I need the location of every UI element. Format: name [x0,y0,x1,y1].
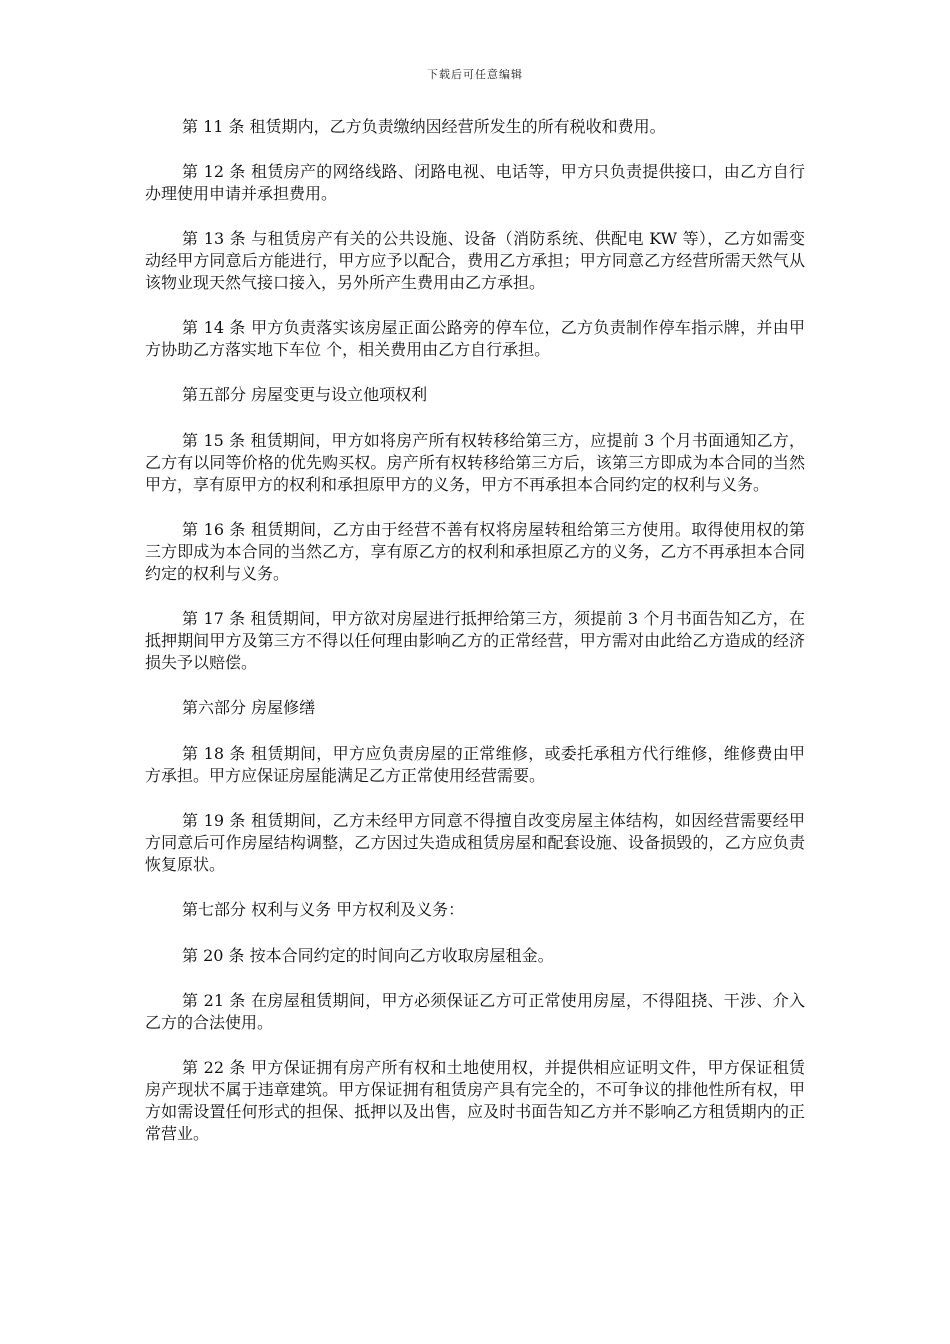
clause-14: 第 14 条 甲方负责落实该房屋正面公路旁的停车位，乙方负责制作停车指示牌，并由甲方协助乙方落实地下车位 个，相关费用由乙方自行承担。 [145,318,805,359]
clause-19: 第 19 条 租赁期间，乙方未经甲方同意不得擅自改变房屋主体结构，如因经营需要经甲方同意后可作房屋结构调整，乙方因过失造成租赁房屋和配套设施、设备损毁的，乙方应负责恢复原状。 [145,811,805,874]
clause-13: 第 13 条 与租赁房产有关的公共设施、设备（消防系统、供配电 KW 等），乙方如需变动经甲方同意后方能进行，甲方应予以配合，费用乙方承担；甲方同意乙方经营所需天然气从该物业现天然气接口接入，另外所产生费用由乙方承担。 [145,229,805,292]
clause-16: 第 16 条 租赁期间，乙方由于经营不善有权将房屋转租给第三方使用。取得使用权的第三方即成为本合同的当然乙方，享有原乙方的权利和承担原乙方的义务，乙方不再承担本合同约定的权利与义务。 [145,520,805,583]
section-heading-5: 第五部分 房屋变更与设立他项权利 [182,385,428,404]
clause-18: 第 18 条 租赁期间，甲方应负责房屋的正常维修，或委托承租方代行维修，维修费由甲方承担。甲方应保证房屋能满足乙方正常使用经营需要。 [145,744,805,785]
clause-22: 第 22 条 甲方保证拥有房产所有权和土地使用权，并提供相应证明文件，甲方保证租赁房产现状不属于违章建筑。甲方保证拥有租赁房产具有完全的，不可争议的排他性所有权，甲方如需设置任何形式的担保、抵押以及出售，应及时书面告知乙方并不影响乙方租赁期内的正常营业。 [145,1058,805,1143]
clause-17: 第 17 条 租赁期间，甲方欲对房屋进行抵押给第三方，须提前 3 个月书面告知乙方，在抵押期间甲方及第三方不得以任何理由影响乙方的正常经营，甲方需对由此给乙方造成的经济损失予以赔偿。 [145,609,805,672]
section-heading-6: 第六部分 房屋修缮 [182,698,316,717]
clause-15: 第 15 条 租赁期间，甲方如将房产所有权转移给第三方，应提前 3 个月书面通知乙方，乙方有以同等价格的优先购买权。房产所有权转移给第三方后，该第三方即成为本合同的当然甲方，享有原甲方的权利和承担原甲方的义务，甲方不再承担本合同约定的权利与义务。 [145,431,805,494]
page-header-note: 下载后可任意编辑 [427,68,523,81]
clause-12: 第 12 条 租赁房产的网络线路、闭路电视、电话等，甲方只负责提供接口，由乙方自行办理使用申请并承担费用。 [145,162,805,203]
clause-21: 第 21 条 在房屋租赁期间，甲方必须保证乙方可正常使用房屋，不得阻挠、干涉、介入乙方的合法使用。 [145,991,805,1032]
clause-20: 第 20 条 按本合同约定的时间向乙方收取房屋租金。 [182,946,554,965]
section-heading-7: 第七部分 权利与义务 甲方权利及义务： [182,900,465,919]
document-body [145,116,805,1168]
clause-11: 第 11 条 租赁期内，乙方负责缴纳因经营所发生的所有税收和费用。 [182,117,666,136]
